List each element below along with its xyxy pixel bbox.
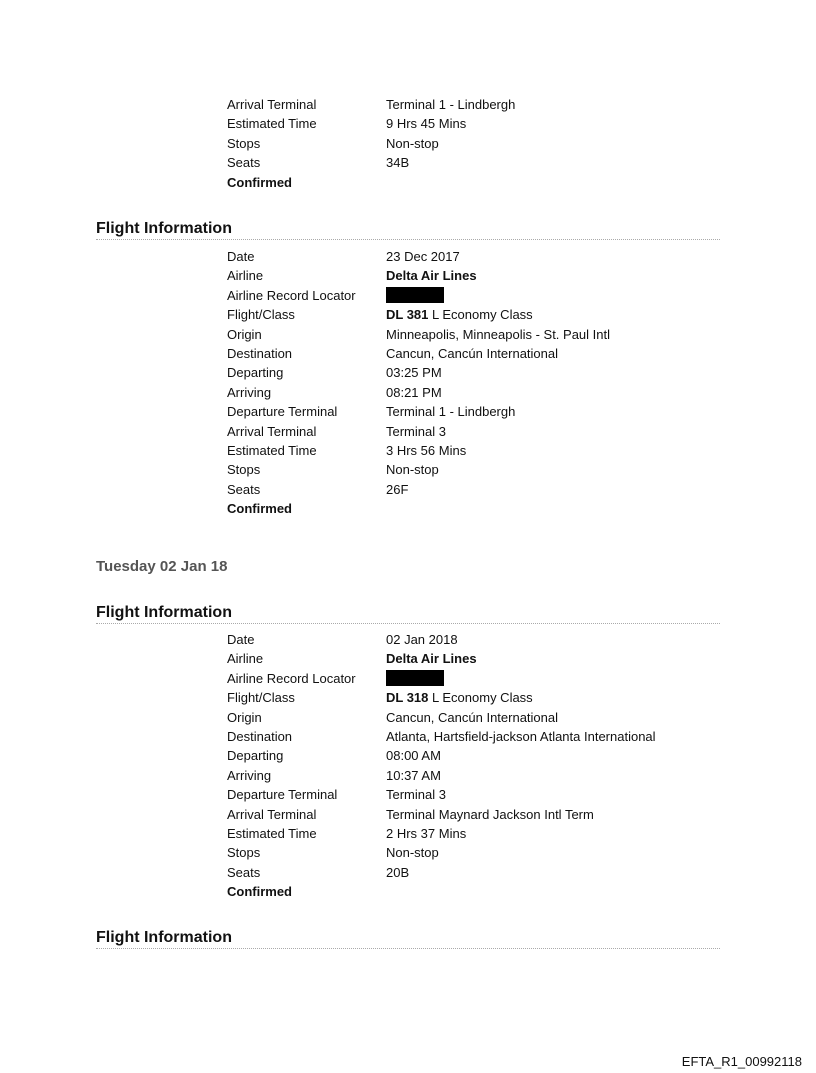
flight-number: DL 381 bbox=[386, 307, 429, 323]
row-value: Delta Air Lines bbox=[386, 651, 477, 667]
row-value: Non-stop bbox=[386, 135, 439, 151]
row-label: Airline bbox=[227, 651, 264, 667]
row-label: Estimated Time bbox=[227, 825, 317, 841]
row-value: 2 Hrs 37 Mins bbox=[386, 825, 467, 841]
row-label: Seats bbox=[227, 864, 261, 880]
row-label: Arrival Terminal bbox=[227, 806, 317, 822]
row-label: Date bbox=[227, 249, 255, 264]
row-value: 20B bbox=[386, 864, 410, 880]
row-value: 34B bbox=[386, 155, 410, 171]
section-heading: Flight Information bbox=[96, 220, 720, 240]
redaction-box bbox=[386, 670, 444, 686]
row-label: Destination bbox=[227, 728, 293, 744]
row-label: Seats bbox=[227, 155, 261, 171]
row-label: Departing bbox=[227, 748, 284, 764]
status-confirmed: Confirmed bbox=[227, 884, 292, 900]
row-label: Arriving bbox=[227, 767, 272, 783]
flight-class: L Economy Class bbox=[428, 307, 533, 323]
row-value: Cancun, Cancún International bbox=[386, 345, 559, 361]
row-value: Non-stop bbox=[386, 462, 439, 478]
row-label: Stops bbox=[227, 845, 261, 861]
row-label: Airline Record Locator bbox=[227, 670, 356, 686]
flight-number: DL 318 bbox=[386, 690, 429, 706]
day-heading: Tuesday 02 Jan 18 bbox=[96, 558, 228, 575]
row-value: 10:37 AM bbox=[386, 767, 441, 783]
row-value: 26F bbox=[386, 481, 409, 497]
row-value: Terminal Maynard Jackson Intl Term bbox=[386, 806, 594, 822]
row-value: 3 Hrs 56 Mins bbox=[386, 442, 467, 458]
row-label: Origin bbox=[227, 326, 262, 342]
row-value: 02 Jan 2018 bbox=[386, 632, 458, 647]
row-label: Estimated Time bbox=[227, 442, 317, 458]
row-value: Terminal 3 bbox=[386, 423, 446, 439]
row-label: Destination bbox=[227, 345, 293, 361]
document-id-footer: EFTA_R1_00992118 bbox=[681, 1054, 802, 1069]
row-value: 23 Dec 2017 bbox=[386, 249, 460, 264]
row-label: Stops bbox=[227, 135, 261, 151]
row-value: Non-stop bbox=[386, 845, 439, 861]
row-label: Departure Terminal bbox=[227, 787, 338, 803]
row-label: Flight/Class bbox=[227, 690, 295, 706]
flight-class: L Economy Class bbox=[428, 690, 533, 706]
row-label: Departure Terminal bbox=[227, 404, 338, 420]
row-value: 03:25 PM bbox=[386, 365, 442, 381]
row-label: Flight/Class bbox=[227, 307, 295, 323]
row-label: Seats bbox=[227, 481, 261, 497]
row-label: Airline bbox=[227, 268, 264, 284]
row-label: Airline Record Locator bbox=[227, 287, 356, 303]
row-value: Terminal 3 bbox=[386, 787, 446, 803]
row-value: 08:21 PM bbox=[386, 384, 442, 400]
row-label: Arrival Terminal bbox=[227, 423, 317, 439]
section-heading: Flight Information bbox=[96, 604, 720, 624]
status-confirmed: Confirmed bbox=[227, 174, 292, 190]
status-confirmed: Confirmed bbox=[227, 501, 292, 517]
row-label: Stops bbox=[227, 462, 261, 478]
section-heading: Flight Information bbox=[96, 929, 720, 949]
row-value: 08:00 AM bbox=[386, 748, 441, 764]
row-value: Delta Air Lines bbox=[386, 268, 477, 284]
row-value: Cancun, Cancún International bbox=[386, 709, 559, 725]
row-value: Terminal 1 - Lindbergh bbox=[386, 97, 516, 112]
row-label: Estimated Time bbox=[227, 116, 317, 132]
row-label: Arriving bbox=[227, 384, 272, 400]
row-label: Departing bbox=[227, 365, 284, 381]
row-value: 9 Hrs 45 Mins bbox=[386, 116, 467, 132]
row-label: Arrival Terminal bbox=[227, 97, 317, 112]
row-label: Date bbox=[227, 632, 255, 647]
row-label: Origin bbox=[227, 709, 262, 725]
row-value: Atlanta, Hartsfield-jackson Atlanta International bbox=[386, 728, 656, 744]
redaction-box bbox=[386, 287, 444, 303]
row-value: Terminal 1 - Lindbergh bbox=[386, 404, 516, 420]
row-value: Minneapolis, Minneapolis - St. Paul Intl bbox=[386, 326, 611, 342]
